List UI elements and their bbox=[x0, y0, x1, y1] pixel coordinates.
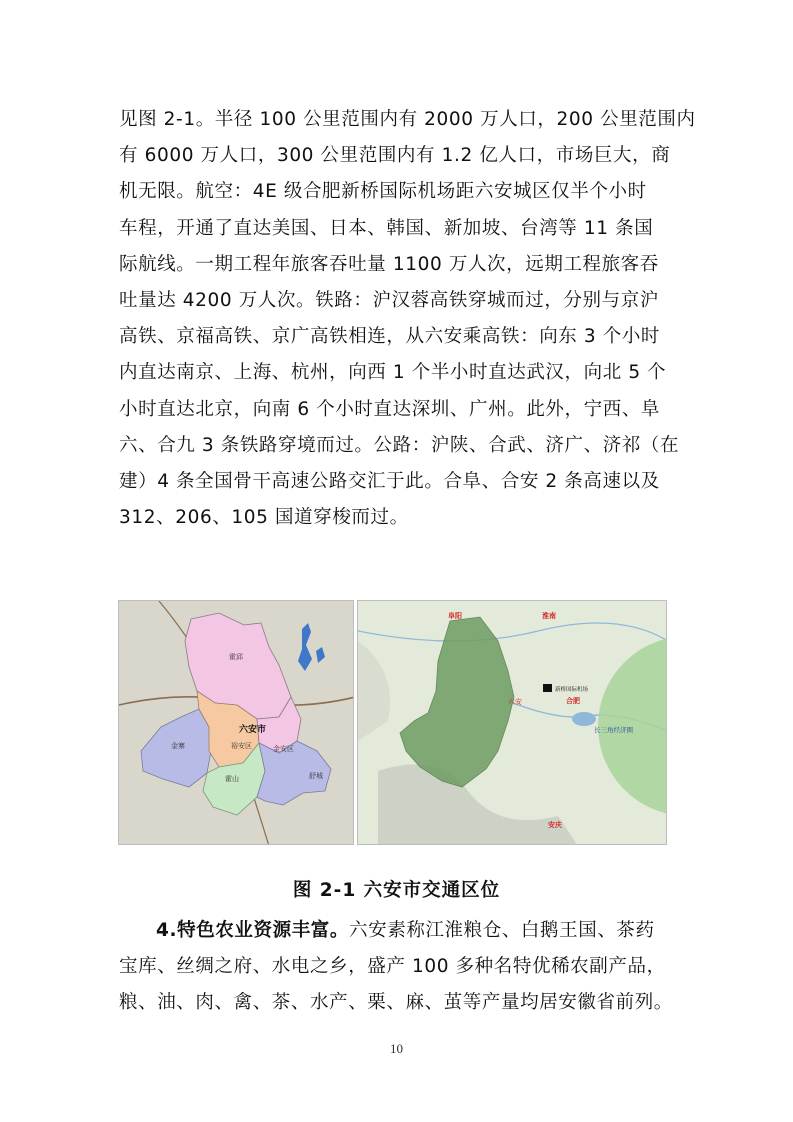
paragraph-line bbox=[119, 913, 679, 949]
paragraph-line: 机无限。航空：4E 级合肥新桥国际机场距六安城区仅半个小时 bbox=[119, 181, 647, 203]
map-zone-label: 长三角经济圈 bbox=[594, 726, 633, 734]
agriculture-paragraph bbox=[119, 913, 679, 1022]
map-label: 霍邱 bbox=[229, 653, 243, 661]
figure-transport-location bbox=[118, 600, 667, 845]
paragraph-line: 见图 2-1。半径 100 公里范围内有 2000 万人口，200 公里范围内 bbox=[119, 109, 696, 130]
map-label: 裕安区 bbox=[231, 742, 252, 750]
regional-map-svg bbox=[358, 601, 667, 845]
district-map bbox=[118, 600, 354, 845]
map-label: 霍山 bbox=[225, 775, 239, 783]
paragraph-line: 宝库、丝绸之府、水电之乡，盛产 100 多种名特优稀农副产品， bbox=[119, 956, 666, 978]
paragraph-line: 吐量达 4200 万人次。铁路：沪汉蓉高铁穿城而过，分别与京沪 bbox=[119, 290, 659, 312]
map-label: 舒城 bbox=[309, 772, 323, 780]
transport-paragraph bbox=[119, 102, 696, 536]
paragraph-line: 小时直达北京，向南 6 个小时直达深圳、广州。此外，宁西、阜 bbox=[119, 398, 661, 420]
airport-icon bbox=[543, 684, 552, 692]
map-label: 金安区 bbox=[273, 745, 294, 753]
paragraph-line: 有 6000 万人口，300 公里范围内有 1.2 亿人口，市场巨大，商 bbox=[119, 145, 671, 167]
map-city-label: 淮南 bbox=[542, 612, 556, 620]
district-map-svg bbox=[119, 601, 354, 845]
figure-caption: 图 2-1 六安市交通区位 bbox=[292, 880, 501, 901]
paragraph-line: 建）4 条全国骨干高速公路交汇于此。合阜、合安 2 条高速以及 bbox=[119, 471, 660, 493]
page-number: 10 bbox=[390, 1041, 403, 1056]
map-label: 新桥国际机场 bbox=[555, 687, 589, 693]
map-city-label: 六安市 bbox=[239, 725, 267, 735]
paragraph-line: 粮、油、肉、禽、茶、水产、栗、麻、茧等产量均居安徽省前列。 bbox=[119, 992, 673, 1014]
map-city-label: 安庆 bbox=[548, 821, 562, 829]
paragraph-line: 六、合九 3 条铁路穿境而过。公路：沪陕、合武、济广、济祁（在 bbox=[119, 434, 680, 456]
map-city-label: 六安 bbox=[508, 698, 522, 706]
regional-map bbox=[357, 600, 667, 845]
paragraph-line: 车程，开通了直达美国、日本、韩国、新加坡、台湾等 11 条国 bbox=[119, 217, 654, 239]
paragraph-line: 内直达南京、上海、杭州，向西 1 个半小时直达武汉，向北 5 个 bbox=[119, 362, 667, 384]
paragraph-line: 312、206、105 国道穿梭而过。 bbox=[119, 507, 409, 529]
paragraph-line: 际航线。一期工程年旅客吞吐量 1100 万人次，远期工程旅客吞 bbox=[119, 253, 659, 275]
paragraph-text: 六安素称江淮粮仓、白鹅王国、茶药 bbox=[349, 920, 655, 941]
map-city-label: 阜阳 bbox=[448, 612, 462, 620]
section-heading: 4.特色农业资源丰富。 bbox=[156, 920, 350, 941]
map-label: 金寨 bbox=[171, 742, 185, 750]
paragraph-line: 高铁、京福高铁、京广高铁相连，从六安乘高铁：向东 3 个小时 bbox=[119, 326, 661, 348]
map-city-label: 合肥 bbox=[566, 697, 580, 705]
